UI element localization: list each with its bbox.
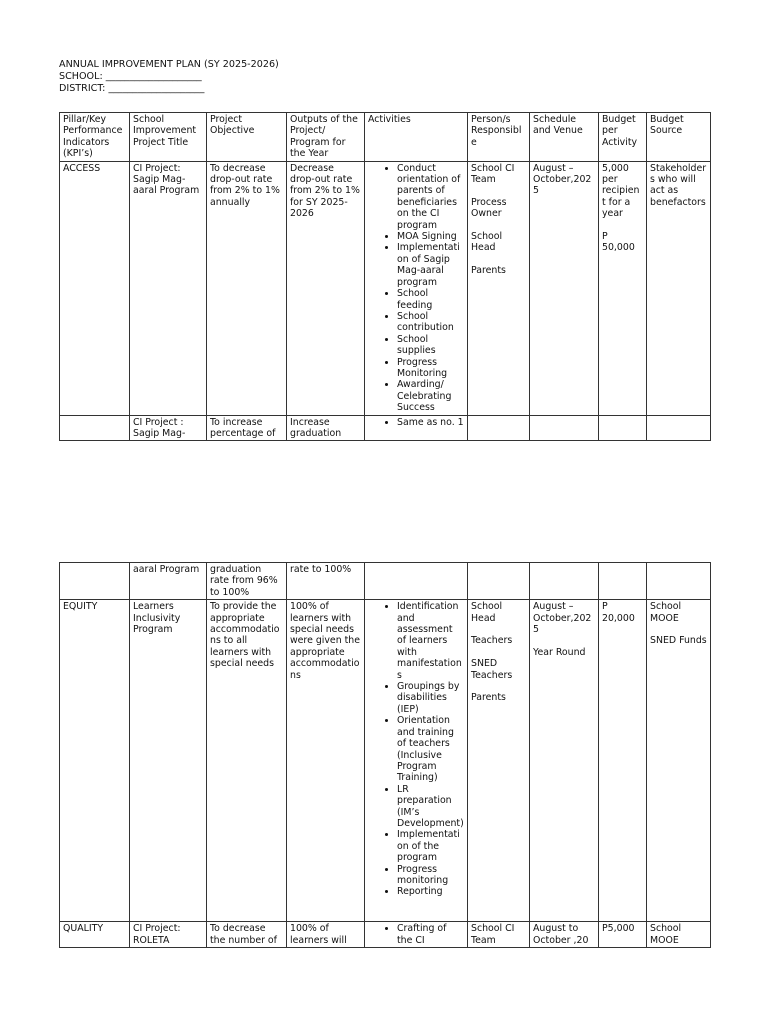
person-entry: School CI Team <box>471 162 515 186</box>
budget-source-cell <box>647 563 711 600</box>
document-page-2 <box>0 500 768 1024</box>
col-header-activities: Activities <box>365 113 468 162</box>
table-row-equity <box>60 600 711 922</box>
improvement-plan-table-continued <box>59 562 711 948</box>
objective-cell: To provide the appropriate accommodations to all learners with special needs <box>207 600 287 922</box>
persons-cell <box>468 600 530 922</box>
budget-entry: P 50,000 <box>602 231 635 254</box>
persons-cell: School CI Team <box>468 922 530 948</box>
list-item: • Implementation of Sagip Mag-aaral program <box>397 242 464 288</box>
source-entry: School MOOE <box>650 601 682 624</box>
budget-cell <box>599 563 647 600</box>
list-item: • Crafting of the CI <box>397 923 464 946</box>
col-header-persons: Person/s Responsible <box>468 113 530 162</box>
schedule-cell <box>530 415 599 441</box>
activities-cell <box>365 600 468 922</box>
objective-cell: To increase percentage of <box>207 415 287 441</box>
district-line: DISTRICT: ____________________ <box>59 83 205 94</box>
budget-entry: 5,000 per recipient for a year <box>602 162 640 220</box>
col-header-outputs: Outputs of the Project/ Program for the Year <box>287 113 365 162</box>
person-entry: Teachers <box>471 635 513 647</box>
budget-source-cell <box>647 415 711 441</box>
person-entry: School Head <box>471 231 503 254</box>
list-item: • LR preparation (IM’s Development) <box>397 784 464 830</box>
kpi-cell <box>60 563 130 600</box>
improvement-plan-table <box>59 112 711 441</box>
source-entry: SNED Funds <box>650 635 707 647</box>
person-entry: SNED Teachers <box>471 658 513 681</box>
objective-cell: To decrease drop-out rate from 2% to 1% annually <box>207 161 287 415</box>
outputs-cell: 100% of learners with special needs were given the appropriate accommodations <box>287 600 365 922</box>
activities-list <box>368 923 464 946</box>
budget-source-cell: School MOOE <box>647 922 711 948</box>
list-item: • Orientation and training of teachers (Inclusive Program Training) <box>397 715 464 783</box>
col-header-source: Budget Source <box>647 113 711 162</box>
schedule-cell: August to October ,20 <box>530 922 599 948</box>
objective-cell: graduation rate from 96% to 100% <box>207 563 287 600</box>
outputs-cell: Increase graduation <box>287 415 365 441</box>
list-item: • School feeding <box>397 288 464 311</box>
project-title-cell: CI Project: ROLETA <box>130 922 207 948</box>
budget-source-cell: Stakeholders who will act as benefactors <box>647 161 711 415</box>
person-entry: Process Owner <box>471 196 507 220</box>
activities-cell <box>365 922 468 948</box>
activities-list <box>368 417 464 428</box>
plan-header <box>59 59 279 95</box>
kpi-cell <box>60 415 130 441</box>
list-item: • Progress monitoring <box>397 864 464 887</box>
col-header-kpi: Pillar/Key Performance Indicators (KPI’s) <box>60 113 130 162</box>
list-item: • Conduct orientation of parents of beneficiaries on the CI program <box>397 163 464 231</box>
list-item: • School contribution <box>397 311 464 334</box>
person-entry: Parents <box>471 692 506 704</box>
document-page-1 <box>0 0 768 500</box>
schedule-cell <box>530 600 599 922</box>
objective-cell: To decrease the number of <box>207 922 287 948</box>
activities-cell <box>365 161 468 415</box>
plan-title: ANNUAL IMPROVEMENT PLAN (SY 2025-2026) <box>59 59 279 70</box>
outputs-cell: 100% of learners will <box>287 922 365 948</box>
activities-list <box>368 163 464 414</box>
persons-cell <box>468 161 530 415</box>
person-entry: Parents <box>471 265 506 277</box>
budget-cell <box>599 161 647 415</box>
persons-cell <box>468 563 530 600</box>
activities-cell <box>365 415 468 441</box>
list-item: • Awarding/ Celebrating Success <box>397 379 464 413</box>
table-row-quality <box>60 922 711 948</box>
project-title-cell: Learners Inclusivity Program <box>130 600 207 922</box>
table-row-partial <box>60 415 711 441</box>
list-item: • Groupings by disabilities (IEP) <box>397 681 464 715</box>
schedule-cell <box>530 563 599 600</box>
schedule-entry: Year Round <box>533 646 586 658</box>
budget-source-cell <box>647 600 711 922</box>
col-header-objective: Project Objective <box>207 113 287 162</box>
table-row-continued <box>60 563 711 600</box>
list-item: • Reporting <box>397 886 464 897</box>
col-header-schedule: Schedule and Venue <box>530 113 599 162</box>
table-row-access <box>60 161 711 415</box>
kpi-cell: QUALITY <box>60 922 130 948</box>
budget-cell: P5,000 <box>599 922 647 948</box>
schedule-cell: August – October,2025 <box>530 161 599 415</box>
budget-cell: P 20,000 <box>599 600 647 922</box>
list-item: • Progress Monitoring <box>397 357 464 380</box>
list-item: • Identification and assessment of learners with manifestations <box>397 601 464 681</box>
activities-list <box>368 601 464 898</box>
person-entry: School Head <box>471 601 503 624</box>
persons-cell <box>468 415 530 441</box>
outputs-cell: Decrease drop-out rate from 2% to 1% for SY 2025-2026 <box>287 161 365 415</box>
col-header-title: School Improvement Project Title <box>130 113 207 162</box>
kpi-cell: EQUITY <box>60 600 130 922</box>
outputs-cell: rate to 100% <box>287 563 365 600</box>
list-item: • Same as no. 1 <box>397 417 464 428</box>
header-row <box>60 113 711 162</box>
schedule-entry: August – October,2025 <box>533 601 592 636</box>
col-header-budget: Budget per Activity <box>599 113 647 162</box>
list-item: • School supplies <box>397 334 464 357</box>
list-item: • Implementation of the program <box>397 829 464 863</box>
list-item: • MOA Signing <box>397 231 464 242</box>
school-line: SCHOOL: ____________________ <box>59 71 202 82</box>
project-title-cell: aaral Program <box>130 563 207 600</box>
project-title-cell: CI Project: Sagip Mag-aaral Program <box>130 161 207 415</box>
project-title-cell: CI Project : Sagip Mag- <box>130 415 207 441</box>
kpi-cell: ACCESS <box>60 161 130 415</box>
budget-cell <box>599 415 647 441</box>
activities-cell <box>365 563 468 600</box>
